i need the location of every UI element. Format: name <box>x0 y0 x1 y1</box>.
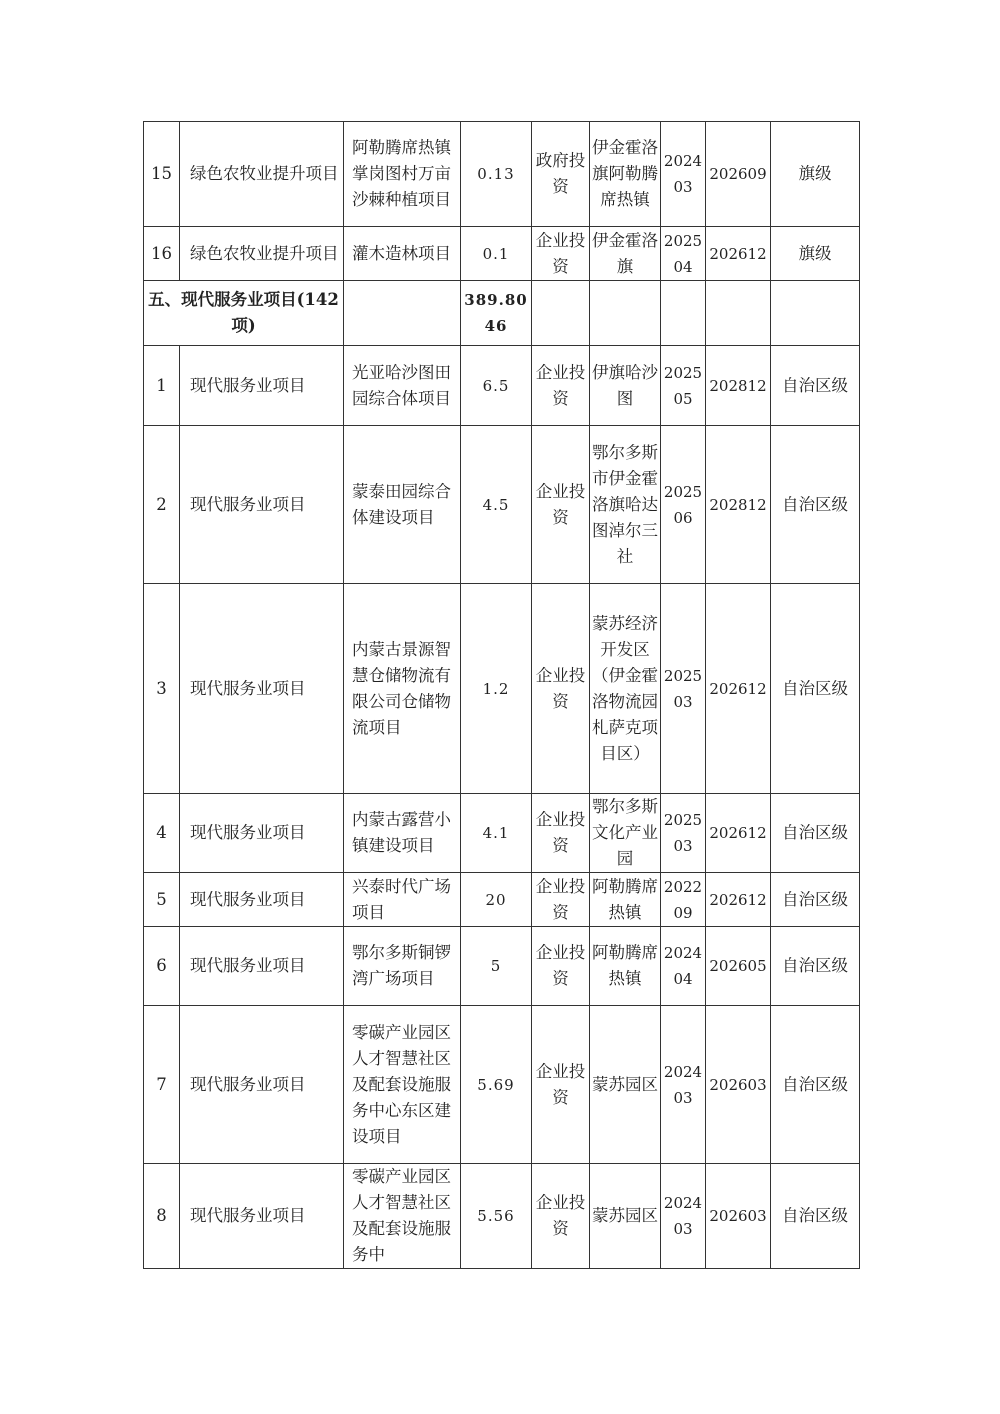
investment-type-cell: 企业投资 <box>532 584 590 794</box>
end-date-cell: 202612 <box>706 794 771 873</box>
category-cell: 绿色农牧业提升项目 <box>180 122 344 227</box>
investment-cell: 5.56 <box>461 1164 532 1269</box>
start-date-cell: 202403 <box>661 1006 706 1164</box>
table-row <box>144 927 860 1006</box>
empty-cell <box>771 281 860 346</box>
location-cell: 阿勒腾席热镇 <box>590 873 661 927</box>
row-number: 7 <box>144 1006 180 1164</box>
investment-type-cell: 企业投资 <box>532 346 590 426</box>
category-cell: 现代服务业项目 <box>180 794 344 873</box>
start-date-cell: 202503 <box>661 794 706 873</box>
category-cell: 现代服务业项目 <box>180 426 344 584</box>
category-cell: 现代服务业项目 <box>180 927 344 1006</box>
table-row <box>144 1006 860 1164</box>
start-date-cell: 202404 <box>661 927 706 1006</box>
project-name-cell: 兴泰时代广场项目 <box>344 873 461 927</box>
section-header-row <box>144 281 860 346</box>
empty-cell <box>344 281 461 346</box>
location-cell: 蒙苏园区 <box>590 1164 661 1269</box>
row-number: 4 <box>144 794 180 873</box>
location-cell: 伊金霍洛旗 <box>590 227 661 281</box>
project-name-cell: 蒙泰田园综合体建设项目 <box>344 426 461 584</box>
location-cell: 蒙苏经济开发区（伊金霍洛物流园札萨克项目区） <box>590 584 661 794</box>
level-cell: 自治区级 <box>771 873 860 927</box>
empty-cell <box>590 281 661 346</box>
investment-cell: 20 <box>461 873 532 927</box>
investment-cell: 4.5 <box>461 426 532 584</box>
location-cell: 鄂尔多斯文化产业园 <box>590 794 661 873</box>
row-number: 16 <box>144 227 180 281</box>
project-name-cell: 灌木造林项目 <box>344 227 461 281</box>
level-cell: 自治区级 <box>771 1164 860 1269</box>
end-date-cell: 202812 <box>706 426 771 584</box>
project-name-cell: 内蒙古露营小镇建设项目 <box>344 794 461 873</box>
section-title: 五、现代服务业项目(142项) <box>144 281 344 346</box>
end-date-cell: 202612 <box>706 873 771 927</box>
category-cell: 现代服务业项目 <box>180 346 344 426</box>
end-date-cell: 202603 <box>706 1006 771 1164</box>
level-cell: 自治区级 <box>771 794 860 873</box>
location-cell: 伊旗哈沙图 <box>590 346 661 426</box>
end-date-cell: 202609 <box>706 122 771 227</box>
investment-type-cell: 政府投资 <box>532 122 590 227</box>
table-row <box>144 584 860 794</box>
level-cell: 自治区级 <box>771 927 860 1006</box>
row-number: 5 <box>144 873 180 927</box>
location-cell: 伊金霍洛旗阿勒腾席热镇 <box>590 122 661 227</box>
level-cell: 旗级 <box>771 227 860 281</box>
level-cell: 自治区级 <box>771 426 860 584</box>
table-row <box>144 873 860 927</box>
row-number: 6 <box>144 927 180 1006</box>
level-cell: 旗级 <box>771 122 860 227</box>
investment-type-cell: 企业投资 <box>532 227 590 281</box>
investment-type-cell: 企业投资 <box>532 873 590 927</box>
category-cell: 现代服务业项目 <box>180 1006 344 1164</box>
investment-cell: 1.2 <box>461 584 532 794</box>
category-cell: 绿色农牧业提升项目 <box>180 227 344 281</box>
start-date-cell: 202504 <box>661 227 706 281</box>
investment-cell: 0.1 <box>461 227 532 281</box>
level-cell: 自治区级 <box>771 1006 860 1164</box>
table-row <box>144 346 860 426</box>
project-table <box>143 121 860 1269</box>
table-row <box>144 426 860 584</box>
location-cell: 阿勒腾席热镇 <box>590 927 661 1006</box>
table-row <box>144 1164 860 1269</box>
table-row <box>144 227 860 281</box>
level-cell: 自治区级 <box>771 584 860 794</box>
start-date-cell: 202505 <box>661 346 706 426</box>
row-number: 15 <box>144 122 180 227</box>
investment-cell: 4.1 <box>461 794 532 873</box>
end-date-cell: 202605 <box>706 927 771 1006</box>
start-date-cell: 202403 <box>661 122 706 227</box>
end-date-cell: 202812 <box>706 346 771 426</box>
start-date-cell: 202506 <box>661 426 706 584</box>
row-number: 2 <box>144 426 180 584</box>
category-cell: 现代服务业项目 <box>180 1164 344 1269</box>
empty-cell <box>706 281 771 346</box>
investment-type-cell: 企业投资 <box>532 794 590 873</box>
investment-type-cell: 企业投资 <box>532 426 590 584</box>
start-date-cell: 202503 <box>661 584 706 794</box>
section-investment: 389.8046 <box>461 281 532 346</box>
end-date-cell: 202612 <box>706 227 771 281</box>
investment-cell: 5.69 <box>461 1006 532 1164</box>
empty-cell <box>532 281 590 346</box>
table-row <box>144 122 860 227</box>
investment-type-cell: 企业投资 <box>532 1006 590 1164</box>
row-number: 3 <box>144 584 180 794</box>
row-number: 8 <box>144 1164 180 1269</box>
project-name-cell: 零碳产业园区人才智慧社区及配套设施服务中心东区建设项目 <box>344 1006 461 1164</box>
level-cell: 自治区级 <box>771 346 860 426</box>
end-date-cell: 202603 <box>706 1164 771 1269</box>
investment-cell: 5 <box>461 927 532 1006</box>
investment-cell: 0.13 <box>461 122 532 227</box>
investment-type-cell: 企业投资 <box>532 1164 590 1269</box>
end-date-cell: 202612 <box>706 584 771 794</box>
table-row <box>144 794 860 873</box>
start-date-cell: 202209 <box>661 873 706 927</box>
project-name-cell: 内蒙古景源智慧仓储物流有限公司仓储物流项目 <box>344 584 461 794</box>
project-name-cell: 阿勒腾席热镇掌岗图村万亩沙棘种植项目 <box>344 122 461 227</box>
category-cell: 现代服务业项目 <box>180 584 344 794</box>
project-name-cell: 零碳产业园区人才智慧社区及配套设施服务中 <box>344 1164 461 1269</box>
project-name-cell: 鄂尔多斯铜锣湾广场项目 <box>344 927 461 1006</box>
project-name-cell: 光亚哈沙图田园综合体项目 <box>344 346 461 426</box>
location-cell: 蒙苏园区 <box>590 1006 661 1164</box>
location-cell: 鄂尔多斯市伊金霍洛旗哈达图淖尔三社 <box>590 426 661 584</box>
category-cell: 现代服务业项目 <box>180 873 344 927</box>
investment-cell: 6.5 <box>461 346 532 426</box>
investment-type-cell: 企业投资 <box>532 927 590 1006</box>
start-date-cell: 202403 <box>661 1164 706 1269</box>
empty-cell <box>661 281 706 346</box>
row-number: 1 <box>144 346 180 426</box>
